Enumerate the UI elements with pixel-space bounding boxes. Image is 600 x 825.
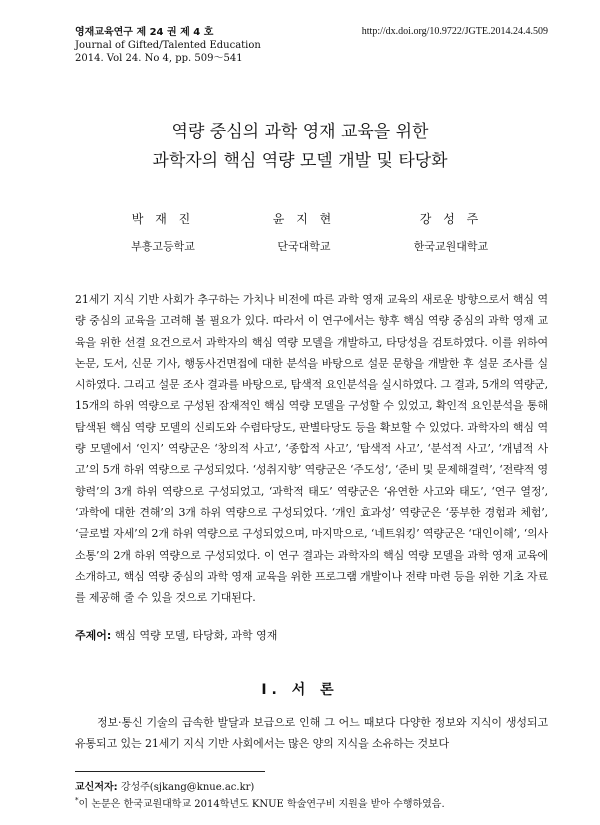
body-paragraph: 정보·통신 기술의 급속한 발달과 보급으로 인해 그 어느 때보다 다양한 정보와 지식이 생성되고 유통되고 있는 21세기 지식 기반 사회에서는 많은 양의 지식을 소유하는 것보다	[75, 716, 548, 751]
author-name: 강 성 주	[419, 212, 483, 226]
journal-korean-name: 영재교육연구 제 24 권 제 4 호	[75, 27, 214, 38]
corresponding-author-footnote	[75, 778, 254, 793]
paper-title-line2: 과학자의 핵심 역량 모델 개발 및 타당화	[152, 151, 448, 171]
section-heading: I. 서 론	[261, 682, 339, 698]
abstract: 21세기 지식 기반 사회가 추구하는 가치나 비전에 따른 과학 영재 교육의 새로운 방향으로서 핵심 역량 중심의 교육을 고려해 볼 필요가 있다. 따라서 이 연구에서는 향후 핵심 역량 중심의 과학 영재 교육을 위한 선결 요건으로서 과학자의 핵심 역량 모델을 개발하고, 타당성을 검토하였다. 이를 위하여 논문, 도서, 신문 기사, 행동사건면접에 대한 분석을 바탕으로 설문 문항을 개발한 후 설문 조사를 실시하였다. 그리고 설문 조사 결과를 바탕으로, 탐색적 요인분석을 실시하였다. 그 결과, 5개의 역량군, 15개의 하위 역량으로 구성된 잠재적인 핵심 역량 모델을 구성할 수 있었고, 확인적 요인분석을 통해 탐색된 핵심 역량 모델의 신뢰도와 수렴타당도, 판별타당도 등을 확보할 수 있었다. 과학자의 핵심 역량 모델에서 ‘인지’ 역량군은 ‘창의적 사고’, ‘종합적 사고’, ‘탐색적 사고’, ‘분석적 사고’, ‘개념적 사고’의 5개 하위 역량으로 구성되었다. ‘성취지향’ 역량군은 ‘주도성’, ‘준비 및 문제해결력’, ‘전략적 영향력’의 3개 하위 역량으로 구성되었고, ‘과학적 태도’ 역량군은 ‘유연한 사고와 태도’, ‘연구 열정’, ‘과학에 대한 견해’의 3개 하위 역량으로 구성되었다. ‘개인 효과성’ 역량군은 ‘풍부한 경험과 체험’, ‘글로벌 자세’의 2개 하위 역량으로 구성되었으며, 마지막으로, ‘네트워킹’ 역량군은 ‘대인이해’, ‘의사소통’의 2개 하위 역량으로 구성되었다. 이 연구 결과는 과학자의 핵심 역량 모델을 과학 영재 교육에 소개하고, 핵심 역량 중심의 과학 영재 교육을 위한 프로그램 개발이나 전략 마련 등을 위한 기초 자료를 제공해 줄 수 있을 것으로 기대된다.	[75, 293, 548, 605]
corresponding-text: 강성주(sjkang@knue.ac.kr)	[120, 782, 255, 793]
journal-english-name: Journal of Gifted/Talented Education	[75, 40, 261, 51]
keywords	[75, 627, 277, 643]
author-name: 박 재 진	[131, 212, 195, 226]
author-affiliation: 단국대학교	[277, 240, 331, 253]
footnote-divider	[75, 771, 265, 772]
journal-citation: 2014. Vol 24. No 4, pp. 509～541	[75, 53, 243, 64]
keywords-text: 핵심 역량 모델, 타당화, 과학 영재	[114, 629, 278, 642]
doi-link[interactable]: http://dx.doi.org/10.9722/JGTE.2014.24.4.509	[361, 26, 548, 37]
funding-footnote	[75, 795, 445, 810]
keywords-label: 주제어:	[75, 629, 112, 642]
journal-header	[75, 26, 261, 65]
corresponding-label: 교신저자:	[75, 782, 118, 793]
author-affiliation: 한국교원대학교	[413, 240, 489, 253]
paper-title-line1: 역량 중심의 과학 영재 교육을 위한	[171, 122, 429, 142]
author-name: 윤 지 현	[272, 212, 336, 226]
author-affiliation: 부흥고등학교	[131, 240, 195, 253]
footnote-marker: *	[75, 796, 79, 805]
funding-text: 이 논문은 한국교원대학교 2014학년도 KNUE 학술연구비 지원을 받아 수행하였음.	[78, 799, 445, 810]
